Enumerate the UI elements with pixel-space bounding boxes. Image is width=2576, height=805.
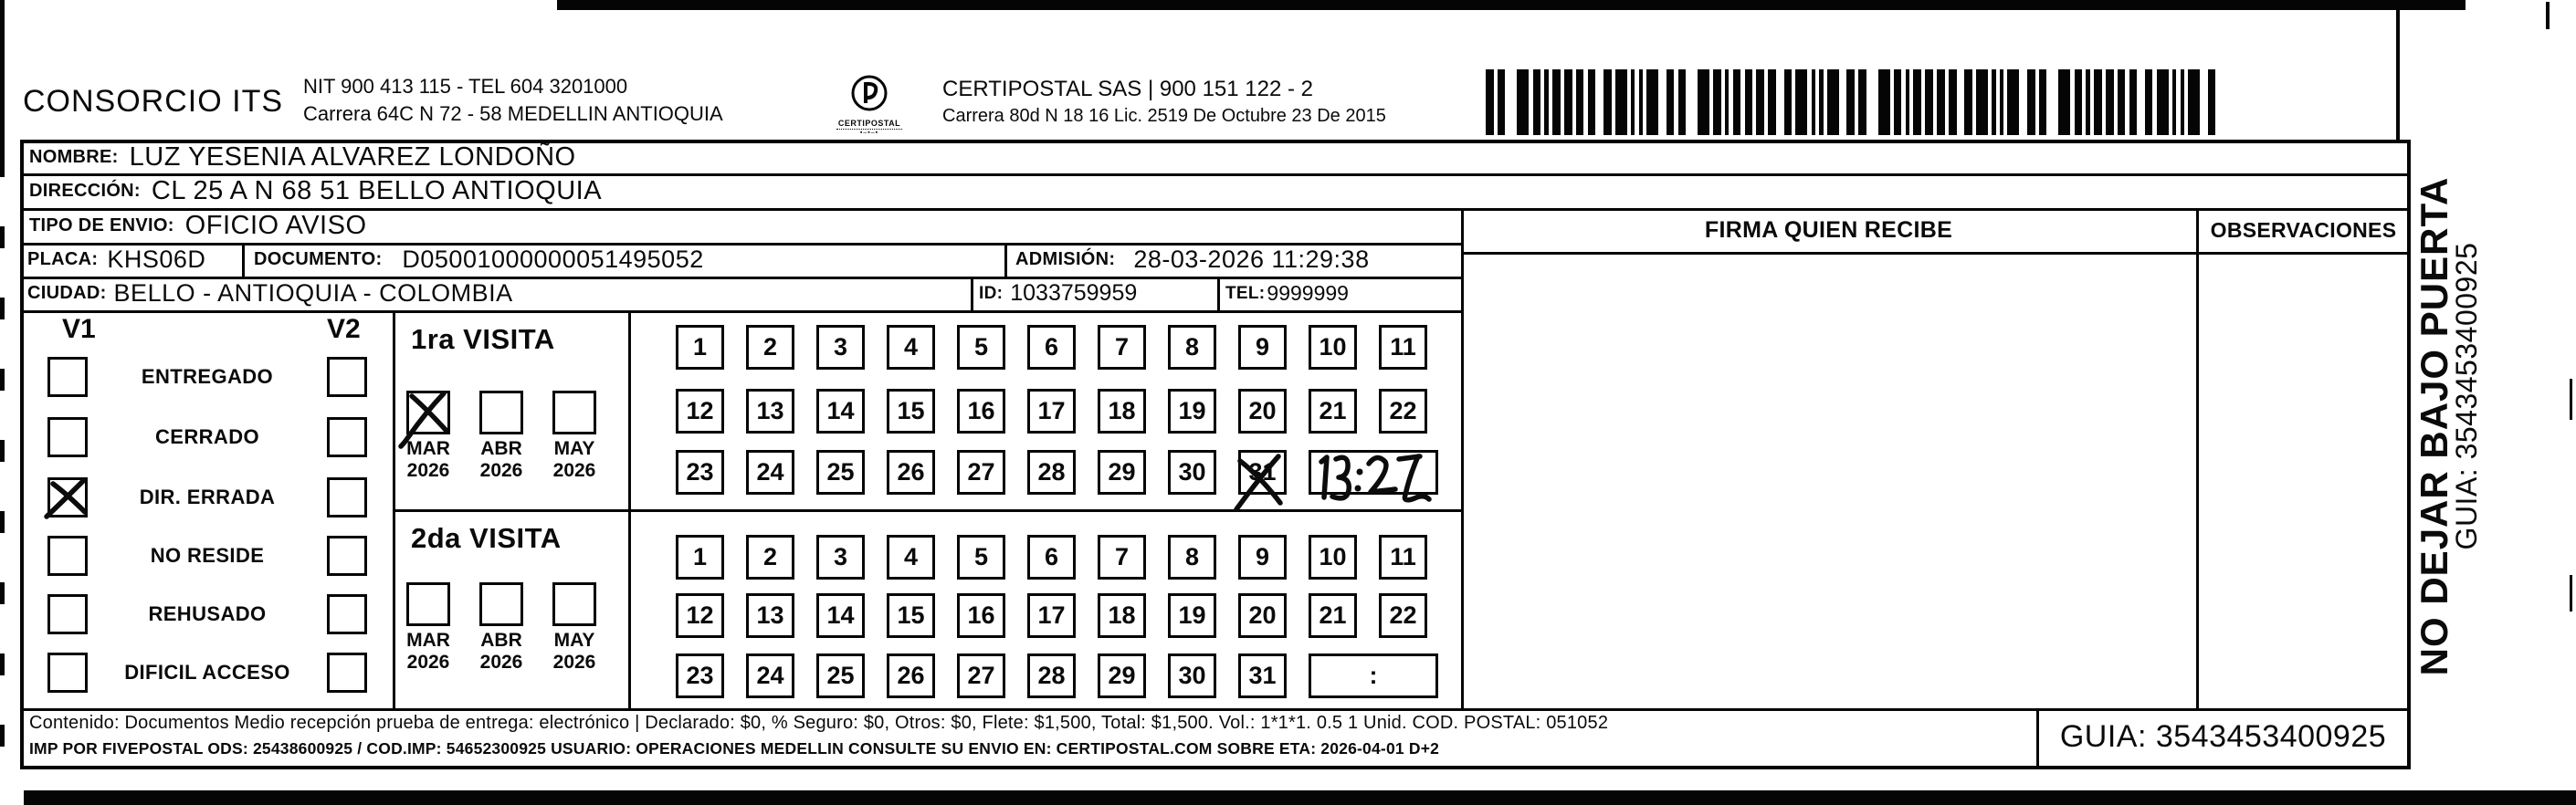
barcode-bar	[1498, 69, 1506, 135]
scan-edge-top	[557, 0, 2466, 10]
barcode-bar	[1795, 69, 1807, 135]
day-row	[676, 535, 1427, 580]
status-checkbox-v1-cerrado	[47, 417, 88, 457]
barcode-bar	[1564, 69, 1572, 135]
day-cell-17: 17	[1027, 593, 1076, 638]
second-visit-day-grid	[628, 509, 1461, 708]
barcode-bar	[1858, 69, 1866, 135]
documento-value: D05001000000051495052	[402, 246, 704, 273]
first-visit-title: 1ra VISITA	[411, 323, 555, 355]
day-cell-19: 19	[1168, 389, 1216, 434]
barcode-bar	[1678, 69, 1687, 135]
day-cell-18: 18	[1098, 389, 1146, 434]
day-cell-30: 30	[1168, 653, 1216, 698]
side-guia: GUIA: 3543453400925	[2450, 242, 2483, 550]
day-cell-23: 23	[676, 450, 724, 495]
day-cell-5: 5	[957, 325, 1005, 370]
day-cell-28: 28	[1027, 653, 1076, 698]
status-row	[47, 535, 367, 577]
status-label: DIFICIL ACCESO	[124, 661, 290, 684]
barcode-bar	[1552, 69, 1561, 135]
day-cell-11: 11	[1379, 325, 1427, 370]
status-checkbox-v2-dir-errada	[327, 477, 367, 518]
day-row	[676, 450, 1438, 495]
day-cell-31: 31	[1238, 653, 1287, 698]
ciudad-cell	[27, 277, 513, 309]
placa-cell	[27, 244, 205, 276]
nombre-label: NOMBRE:	[29, 147, 119, 167]
barcode-space	[1776, 69, 1784, 135]
direccion-label: DIRECCIÓN:	[29, 181, 141, 201]
day-cell-15: 15	[887, 593, 935, 638]
day-cell-15: 15	[887, 389, 935, 434]
barcode-bar	[1533, 69, 1541, 135]
barcode-bar	[1827, 69, 1839, 135]
company-nit-tel: NIT 900 413 115 - TEL 604 3201000	[303, 75, 628, 98]
barcode-bar	[2094, 69, 2102, 135]
id-cell	[979, 277, 1137, 309]
documento-label: DOCUMENTO:	[254, 249, 383, 269]
day-cell-2: 2	[746, 325, 794, 370]
certipostal-logo	[836, 73, 902, 136]
barcode-bar	[1588, 69, 1596, 135]
barcode-space	[1957, 69, 1965, 135]
side-warning: NO DEJAR BAJO PUERTA	[2413, 176, 2455, 676]
v1-column-label: V1	[62, 314, 96, 344]
time-box	[1309, 450, 1438, 495]
direccion-row	[29, 175, 602, 207]
tel-value: 9999999	[1267, 281, 1349, 305]
barcode-bar	[1925, 69, 1933, 135]
day-cell-12: 12	[676, 389, 724, 434]
status-row	[47, 652, 367, 694]
status-checkbox-v1-entregado	[47, 357, 88, 397]
barcode-space	[2046, 69, 2058, 135]
time-box: :	[1309, 653, 1438, 698]
months-panel	[393, 310, 628, 708]
scan-mark-top-right	[2546, 2, 2550, 29]
day-cell-24: 24	[746, 450, 794, 495]
day-cell-16: 16	[957, 389, 1005, 434]
month-year: 2026	[479, 652, 523, 673]
tipo-envio-row	[29, 209, 367, 242]
barcode-bar	[2145, 69, 2153, 135]
month-group	[466, 582, 537, 674]
certipostal-logo-icon	[845, 73, 894, 117]
barcode-bar	[1913, 69, 1921, 135]
certipostal-logo-caption: CERTIPOSTAL	[837, 119, 901, 128]
month-group	[466, 391, 537, 482]
day-cell-10: 10	[1309, 325, 1357, 370]
month-group	[539, 582, 610, 674]
barcode-bar	[1894, 69, 1902, 135]
barcode-bar	[1576, 69, 1584, 135]
month-year: 2026	[552, 460, 596, 481]
day-cell-20: 20	[1238, 593, 1287, 638]
scan-edge-left	[0, 0, 5, 155]
visits-area	[20, 310, 1461, 708]
barcode-space	[1866, 69, 1878, 135]
day-cell-23: 23	[676, 653, 724, 698]
barcode-bar	[2106, 69, 2114, 135]
placa-label: PLACA:	[27, 249, 99, 269]
day-cell-10: 10	[1309, 535, 1357, 580]
day-cell-6: 6	[1027, 535, 1076, 580]
barcode-space	[1839, 69, 1847, 135]
barcode-bar	[2027, 69, 2035, 135]
day-cell-3: 3	[816, 535, 865, 580]
day-cell-18: 18	[1098, 593, 1146, 638]
second-visit-title: 2da VISITA	[411, 522, 562, 554]
first-visit-day-grid	[628, 310, 1461, 509]
barcode-bar	[1846, 69, 1855, 135]
status-checkbox-v1-dir-errada	[47, 477, 88, 518]
day-cell-14: 14	[816, 593, 865, 638]
month-year: 2026	[479, 460, 523, 481]
month-checkbox-mar	[406, 391, 450, 434]
day-cell-27: 27	[957, 450, 1005, 495]
day-cell-29: 29	[1098, 653, 1146, 698]
day-cell-21: 21	[1309, 389, 1357, 434]
tipo-envio-value: OFICIO AVISO	[184, 210, 367, 240]
month-checkbox-abr	[479, 391, 523, 434]
direccion-value: CL 25 A N 68 51 BELLO ANTIOQUIA	[151, 176, 603, 205]
day-cell-7: 7	[1098, 535, 1146, 580]
status-label: DIR. ERRADA	[139, 486, 276, 508]
status-label: ENTREGADO	[141, 365, 274, 388]
month-year: 2026	[406, 652, 450, 673]
day-cell-13: 13	[746, 389, 794, 434]
month-group	[393, 582, 464, 674]
barcode-space	[2019, 69, 2027, 135]
day-cell-7: 7	[1098, 325, 1146, 370]
tel-cell	[1225, 277, 1349, 309]
status-label: REHUSADO	[148, 602, 267, 625]
ciudad-label: CIUDAD:	[27, 283, 107, 303]
barcode-bar	[1745, 69, 1753, 135]
status-label: CERRADO	[154, 425, 260, 448]
month-checkbox-may	[552, 391, 596, 434]
month-year: 2026	[406, 460, 450, 481]
barcode-bar	[1615, 69, 1627, 135]
day-row	[676, 325, 1427, 370]
nombre-value: LUZ YESENIA ALVAREZ LONDOÑO	[129, 142, 576, 172]
scan-mark-sheet-edge	[2396, 5, 2400, 140]
observaciones-header: OBSERVACIONES	[2210, 217, 2397, 242]
barcode-bar	[2118, 69, 2126, 135]
status-row	[47, 593, 367, 635]
barcode-bar	[1949, 69, 1957, 135]
tipo-envio-label: TIPO DE ENVIO:	[29, 214, 174, 235]
day-cell-22: 22	[1379, 593, 1427, 638]
month-label: MAY	[553, 630, 595, 651]
day-row	[676, 593, 1427, 638]
day-row	[676, 653, 1438, 698]
month-label: ABR	[480, 630, 522, 651]
firma-header: FIRMA QUIEN RECIBE	[1704, 216, 1953, 243]
status-row	[47, 356, 367, 398]
scan-mark-right-2	[2570, 575, 2572, 612]
day-cell-25: 25	[816, 450, 865, 495]
placa-value: KHS06D	[107, 246, 206, 273]
status-checkbox-v1-dificil-acceso	[47, 653, 88, 693]
scan-mark-right-1	[2570, 379, 2572, 420]
day-cell-30: 30	[1168, 450, 1216, 495]
day-cell-14: 14	[816, 389, 865, 434]
certipostal-logo-tagline: ▪–▪–▪	[836, 129, 902, 136]
day-cell-16: 16	[957, 593, 1005, 638]
month-label: ABR	[480, 438, 522, 459]
status-checkbox-v2-rehusado	[327, 594, 367, 634]
barcode-bar	[1517, 69, 1529, 135]
id-value: 1033759959	[1010, 280, 1138, 306]
day-cell-2: 2	[746, 535, 794, 580]
admision-value: 28-03-2026 11:29:38	[1133, 246, 1370, 273]
barcode-bar	[1698, 69, 1709, 135]
day-cell-21: 21	[1309, 593, 1357, 638]
day-cell-6: 6	[1027, 325, 1076, 370]
day-cell-27: 27	[957, 653, 1005, 698]
shipment-barcode	[1486, 69, 2216, 135]
day-cell-12: 12	[676, 593, 724, 638]
operator-name: CERTIPOSTAL SAS | 900 151 122 - 2	[942, 77, 1313, 101]
month-label: MAR	[406, 438, 450, 459]
day-cell-5: 5	[957, 535, 1005, 580]
day-cell-3: 3	[816, 325, 865, 370]
scan-edge-left-dashes	[0, 155, 5, 794]
month-label: MAR	[406, 630, 450, 651]
barcode-space	[1595, 69, 1603, 135]
barcode-bar	[2208, 69, 2216, 135]
status-checkbox-v2-entregado	[327, 357, 367, 397]
month-label: MAY	[553, 438, 595, 459]
status-label: NO RESIDE	[150, 544, 265, 567]
nombre-row	[29, 141, 576, 173]
barcode-bar	[1667, 69, 1675, 135]
company-address: Carrera 64C N 72 - 58 MEDELLIN ANTIOQUIA	[303, 102, 723, 125]
day-cell-9: 9	[1238, 535, 1287, 580]
barcode-bar	[1784, 69, 1793, 135]
day-cell-24: 24	[746, 653, 794, 698]
barcode-bar	[2007, 69, 2019, 135]
day-cell-31: 31	[1238, 450, 1287, 495]
barcode-bar	[1768, 69, 1776, 135]
footer-imp-line: IMP POR FIVEPOSTAL ODS: 25438600925 / COD.IMP: 54652300925 USUARIO: OPERACIONES MEDELLIN CONSULTE SU ENVIO EN: CERTIPOSTAL.COM SOBRE ETA: 2026-04-01 D+2	[29, 739, 1440, 758]
admision-label: ADMISIÓN:	[1015, 249, 1116, 269]
v2-column-label: V2	[327, 314, 361, 344]
month-group	[539, 391, 610, 482]
status-checkbox-v2-no-reside	[327, 536, 367, 576]
day-cell-19: 19	[1168, 593, 1216, 638]
month-group	[393, 391, 464, 482]
month-year: 2026	[552, 652, 596, 673]
ciudad-value: BELLO - ANTIOQUIA - COLOMBIA	[113, 279, 513, 307]
day-cell-9: 9	[1238, 325, 1287, 370]
observaciones-area	[2199, 255, 2407, 706]
day-row	[676, 389, 1427, 434]
day-cell-29: 29	[1098, 450, 1146, 495]
status-checkbox-v2-dificil-acceso	[327, 653, 367, 693]
footer-guia: GUIA: 3543453400925	[2059, 719, 2387, 754]
day-cell-17: 17	[1027, 389, 1076, 434]
barcode-bar	[1486, 69, 1494, 135]
firma-area	[1464, 255, 2194, 706]
status-panel	[20, 310, 393, 708]
barcode-bar	[2075, 69, 2083, 135]
barcode-bar	[1937, 69, 1945, 135]
day-cell-11: 11	[1379, 535, 1427, 580]
barcode-bar	[1976, 69, 1988, 135]
second-visit-section	[393, 509, 628, 708]
status-checkbox-v1-no-reside	[47, 536, 88, 576]
first-visit-section	[393, 310, 628, 509]
status-checkbox-v1-rehusado	[47, 594, 88, 634]
barcode-bar	[1733, 69, 1741, 135]
tel-label: TEL:	[1225, 283, 1266, 303]
day-cell-8: 8	[1168, 325, 1216, 370]
barcode-bar	[2058, 69, 2070, 135]
barcode-bar	[2129, 69, 2138, 135]
day-cell-25: 25	[816, 653, 865, 698]
company-name: CONSORCIO ITS	[23, 84, 284, 119]
month-checkbox-mar	[406, 582, 450, 626]
barcode-bar	[1756, 69, 1764, 135]
barcode-space	[1686, 69, 1698, 135]
scan-edge-bottom	[24, 790, 2576, 805]
month-checkbox-abr	[479, 582, 523, 626]
barcode-space	[2200, 69, 2208, 135]
barcode-space	[2137, 69, 2145, 135]
status-row	[47, 416, 367, 458]
day-cell-26: 26	[887, 450, 935, 495]
footer-content-line: Contenido: Documentos Medio recepción prueba de entrega: electrónico | Declarado: $0, % Seguro: $0, Otros: $0, Flete: $1,500, Total: $1,500. Vol.: 1*1*1. 0.5 1 Unid. COD. POSTAL: 051052	[29, 713, 1609, 733]
operator-address-license: Carrera 80d N 18 16 Lic. 2519 De Octubre 23 De 2015	[942, 106, 1386, 126]
barcode-bar	[2039, 69, 2047, 135]
day-cell-20: 20	[1238, 389, 1287, 434]
status-checkbox-v2-cerrado	[327, 417, 367, 457]
barcode-bar	[1964, 69, 1972, 135]
day-cell-8: 8	[1168, 535, 1216, 580]
month-checkbox-may	[552, 582, 596, 626]
barcode-bar	[1603, 69, 1612, 135]
barcode-bar	[2188, 69, 2200, 135]
day-cell-4: 4	[887, 325, 935, 370]
day-cell-26: 26	[887, 653, 935, 698]
barcode-space	[1505, 69, 1517, 135]
barcode-bar	[1713, 69, 1721, 135]
day-cell-4: 4	[887, 535, 935, 580]
barcode-bar	[2157, 69, 2169, 135]
barcode-bar	[1878, 69, 1890, 135]
day-cell-1: 1	[676, 535, 724, 580]
day-cell-28: 28	[1027, 450, 1076, 495]
day-cell-22: 22	[1379, 389, 1427, 434]
day-cell-1: 1	[676, 325, 724, 370]
documento-cell	[254, 244, 704, 276]
barcode-bar	[1646, 69, 1658, 135]
status-row	[47, 476, 367, 518]
id-label: ID:	[979, 283, 1004, 303]
barcode-space	[1658, 69, 1667, 135]
day-cell-13: 13	[746, 593, 794, 638]
admision-cell	[1015, 244, 1370, 276]
